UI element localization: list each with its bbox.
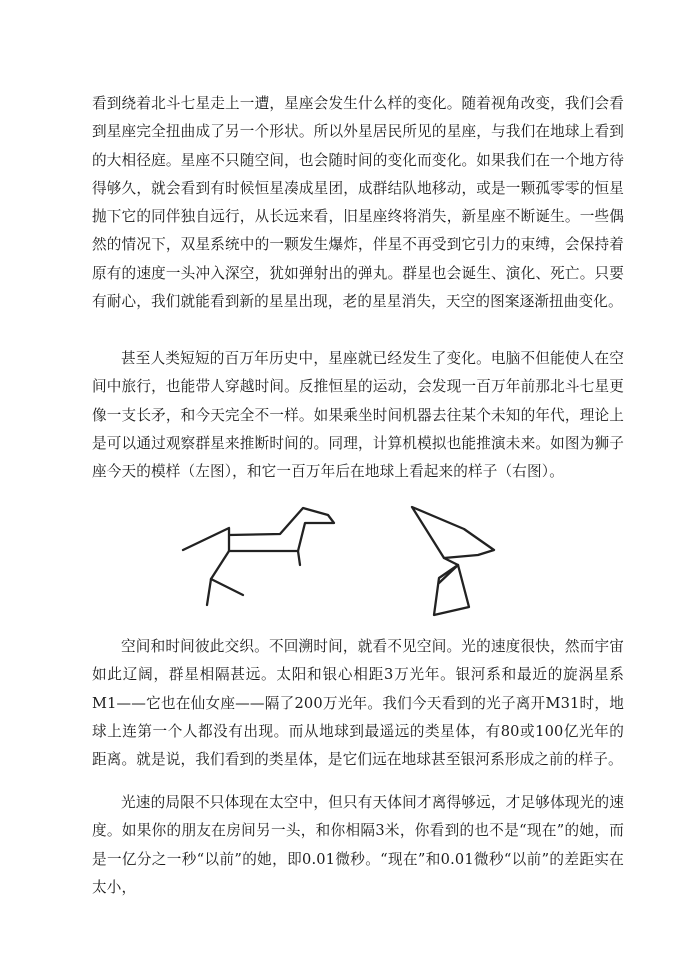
constellation-diagram [0, 495, 688, 630]
leo-future-tail [439, 565, 458, 583]
leo-future-head [412, 507, 494, 558]
paragraph-1: 看到绕着北斗七星走上一遭，星座会发生什么样的变化。随着视角改变，我们会看到星座完全扭曲成了另一个形状。所以外星居民所见的星座，与我们在地球上看到的大相径庭。星座不只随空间，也会随时间的变化而变化。如果我们在一个地方待得够久，就会看到有时候恒星凑成星团，成群结队地移动，或是一颗孤零零的恒星抛下它的同伴独自远行，从长远来看，旧星座终将消失，新星座不断诞生。一些偶然的情况下，双星系统中的一颗发生爆炸，伴星不再受到它引力的束缚，会保持着原有的速度一头冲入深空，犹如弹射出的弹丸。群星也会诞生、演化、死亡。只要有耐心，我们就能看到新的星星出现，老的星星消失，天空的图案逐渐扭曲变化。 [92, 95, 624, 311]
leo-constellation-figure [0, 495, 688, 630]
leo-today-front-leg [211, 551, 229, 579]
leo-today-body [183, 508, 334, 551]
leo-future-neck [444, 558, 458, 565]
paragraph-2: 甚至人类短短的百万年历史中，星座就已经发生了变化。电脑不但能使人在空间中旅行，也能带人穿越时间。反推恒星的运动，会发现一百万年前那北斗七星更像一支长矛，和今天完全不一样。如果乘坐时间机器去往某个未知的年代，理论上是可以通过观察群星来推断时间的。同理，计算机模拟也能推演未来。如图为狮子座今天的模样（左图），和它一百万年后在地球上看起来的样子（右图）。 [92, 350, 624, 481]
leo-future-diagram [412, 507, 494, 615]
leo-today-front-leg-2 [211, 579, 243, 595]
paragraph-3: 空间和时间彼此交织。不回溯时间，就看不见空间。光的速度很快，然而宇宙如此辽阔，群星相隔甚远。太阳和银心相距3万光年。银河系和最近的旋涡星系M1——它也在仙女座——隔了200万光年。我们今天看到的光子离开M31时，地球上连第一个人都没有出现。而从地球到最遥远的类星体，有80或100亿光年的距离。就是说，我们看到的类星体，是它们远在地球甚至银河系形成之前的样子。 [92, 638, 624, 769]
paragraph-4: 光速的局限不只体现在太空中，但只有天体间才离得够远，才足够体现光的速度。如果你的朋友在房间另一头，和你相隔3米，你看到的也不是“现在”的她，而是一亿分之一秒“以前”的她，即0.01微秒。“现在”和0.01微秒“以前”的差距实在太小， [92, 794, 624, 896]
leo-today-hind-leg [298, 551, 300, 565]
leo-today-front-foot [207, 579, 211, 605]
leo-today-diagram [183, 508, 334, 605]
